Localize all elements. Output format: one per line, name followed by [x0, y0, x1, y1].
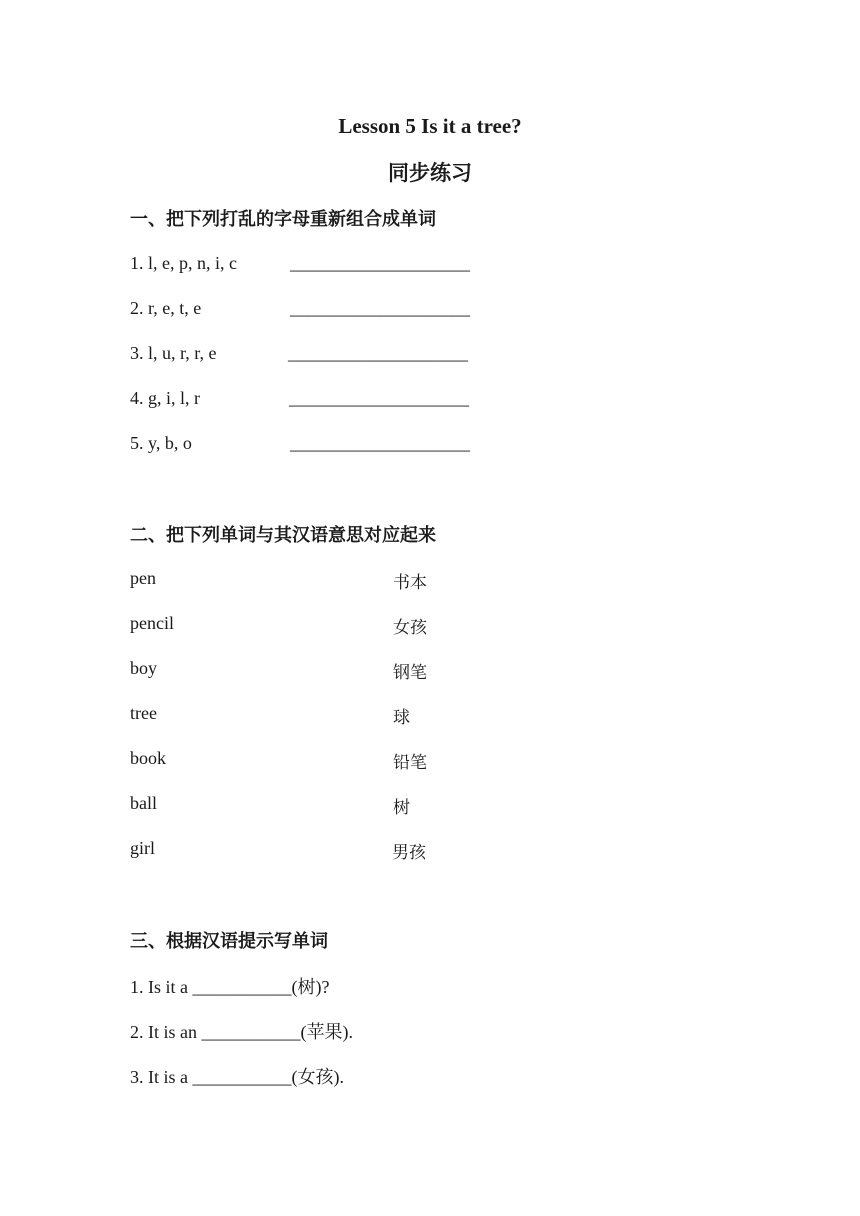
match-word: girl: [130, 838, 155, 858]
match-word: pencil: [130, 613, 174, 633]
match-word: book: [130, 748, 166, 768]
match-meaning: 书本: [393, 573, 427, 593]
unscramble-item: 4. g, i, l, r: [130, 388, 200, 408]
match-meaning: 钢笔: [393, 663, 427, 683]
match-meaning: 球: [393, 708, 410, 728]
match-meaning: 树: [393, 798, 410, 818]
answer-blank: ____________________: [289, 388, 469, 408]
unscramble-item: 5. y, b, o: [130, 433, 192, 453]
match-meaning: 铅笔: [393, 753, 427, 773]
fill-blank-item: 2. It is an ___________(苹果).: [130, 1022, 353, 1042]
match-word: ball: [130, 793, 157, 813]
section3-heading: 三、根据汉语提示写单词: [130, 931, 328, 952]
answer-blank: ____________________: [290, 298, 470, 318]
answer-blank: ____________________: [290, 433, 470, 453]
fill-blank-item: 1. Is it a ___________(树)?: [130, 977, 330, 997]
match-meaning: 男孩: [392, 843, 426, 863]
section1-heading: 一、把下列打乱的字母重新组合成单词: [130, 209, 436, 230]
answer-blank: ____________________: [288, 343, 468, 363]
page-title: Lesson 5 Is it a tree?: [338, 114, 522, 138]
unscramble-item: 3. l, u, r, r, e: [130, 343, 217, 363]
match-word: boy: [130, 658, 157, 678]
match-word: pen: [130, 568, 156, 588]
match-word: tree: [130, 703, 157, 723]
unscramble-item: 2. r, e, t, e: [130, 298, 202, 318]
answer-blank: ____________________: [290, 253, 470, 273]
match-meaning: 女孩: [393, 618, 427, 638]
page-subtitle: 同步练习: [388, 161, 472, 185]
section2-heading: 二、把下列单词与其汉语意思对应起来: [130, 525, 436, 546]
unscramble-item: 1. l, e, p, n, i, c: [130, 253, 237, 273]
fill-blank-item: 3. It is a ___________(女孩).: [130, 1067, 344, 1087]
